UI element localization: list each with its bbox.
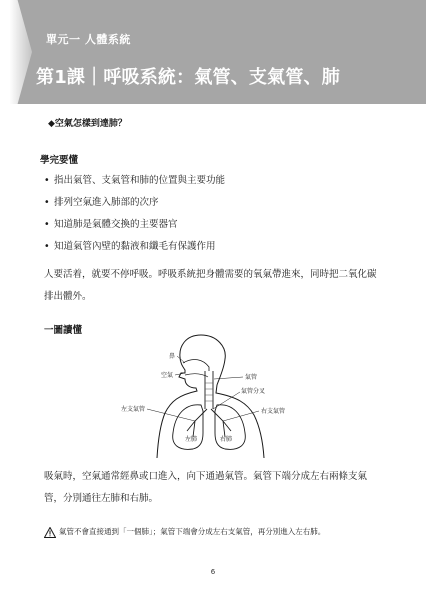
nasal-cavity [183,360,209,371]
warning-triangle-icon [44,527,56,538]
leader-trachea [214,377,243,379]
unit-title: 單元一 人體系統 [46,33,131,46]
objective-item: • 指出氣管、支氣管和肺的位置與主要功能 [44,174,225,196]
lesson-title: 第1課｜呼吸系統：氣管、支氣管、肺 [36,67,340,88]
objective-item: • 排列空氣進入肺部的次序 [44,196,225,218]
lesson-header [0,0,426,104]
warning-note-text: 氣管不會直接通到「一個肺」；氣管下端會分成左右支氣管，再分別進入左右肺。 [59,527,326,536]
objectives-list [44,174,225,262]
section-title: 一圖讀懂 [44,325,83,336]
label-left-bronchus: 左支氣管 [121,406,146,413]
label-right-lung: 右肺 [220,436,233,443]
header-chevron-decoration [0,0,32,104]
breathing-paragraph: 吸氣時，空氣通常經鼻或口進入，向下通過氣管。氣管下端分成左右兩條支氣管，分別通往左肺和右肺。 [44,471,368,504]
label-air: 空氣 [161,372,174,379]
respiratory-system-diagram [113,333,313,458]
label-right-bronchus: 右支氣管 [261,408,286,415]
label-nose: 鼻 [169,353,176,360]
guiding-question: ◆空氣怎樣到達肺？ [48,119,127,129]
respiratory-diagram-svg [113,333,313,458]
label-left-lung: 左肺 [185,436,198,443]
intro-paragraph: 人要活着，就要不停呼吸。呼吸系統把身體需要的氧氣帶進來，同時把二氧化碳排出體外。 [44,269,377,302]
objective-item: • 知道氣管內壁的黏液和纖毛有保護作用 [44,240,225,262]
label-branch: 氣管分叉 [241,388,266,395]
trachea-rings [205,383,213,401]
trachea-shape [205,371,213,409]
objective-item: • 知道肺是氣體交換的主要器官 [44,218,225,240]
page-number: 6 [210,568,216,576]
warning-note [44,526,325,538]
objectives-title: 學完要懂 [40,155,79,166]
label-trachea: 氣管 [245,374,258,381]
